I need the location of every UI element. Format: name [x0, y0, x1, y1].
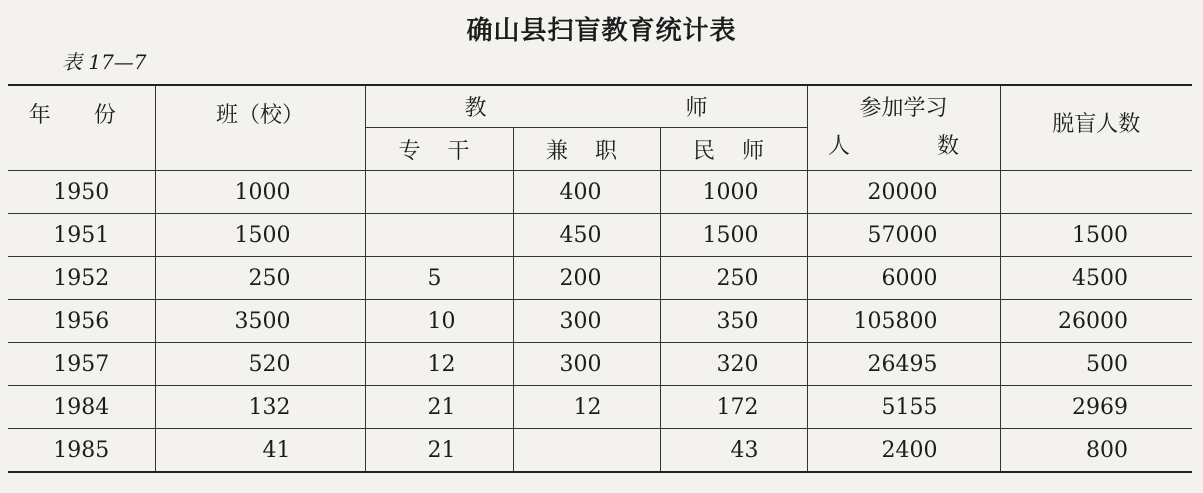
page-title: 确山县扫盲教育统计表 — [466, 16, 737, 46]
cell-civil-teacher: 43 — [660, 429, 807, 473]
cell-classes: 1000 — [155, 171, 365, 214]
header-literate — [1000, 85, 1192, 171]
table-row — [8, 171, 1192, 214]
header-classes-label: 班（校） — [215, 102, 304, 128]
statistics-table — [8, 84, 1192, 473]
cell-part-time: 300 — [513, 300, 660, 343]
table-row — [8, 257, 1192, 300]
cell-classes: 132 — [155, 386, 365, 429]
cell-year: 1984 — [8, 386, 155, 429]
cell-literate: 500 — [1000, 343, 1192, 386]
cell-literate — [1000, 171, 1192, 214]
header-teachers — [365, 85, 807, 128]
table-row — [8, 386, 1192, 429]
cell-participants: 2400 — [807, 429, 1000, 473]
cell-classes: 41 — [155, 429, 365, 473]
cell-classes: 3500 — [155, 300, 365, 343]
cell-classes: 1500 — [155, 214, 365, 257]
table-number: 表 17—7 — [62, 50, 147, 74]
cell-part-time: 400 — [513, 171, 660, 214]
header-classes — [155, 85, 365, 171]
cell-participants: 20000 — [807, 171, 1000, 214]
header-teachers-label: 教 师 — [464, 96, 804, 121]
header-participants — [807, 85, 1000, 171]
header-year — [8, 85, 155, 171]
cell-full-time — [365, 214, 513, 257]
cell-literate: 2969 — [1000, 386, 1192, 429]
header-participants-line2: 人 数 — [828, 134, 1000, 159]
cell-classes: 520 — [155, 343, 365, 386]
cell-year: 1951 — [8, 214, 155, 257]
cell-civil-teacher: 250 — [660, 257, 807, 300]
cell-year: 1957 — [8, 343, 155, 386]
cell-civil-teacher: 1500 — [660, 214, 807, 257]
cell-participants: 26495 — [807, 343, 1000, 386]
cell-civil-teacher: 172 — [660, 386, 807, 429]
table-row — [8, 429, 1192, 473]
header-full-time — [365, 128, 513, 171]
cell-participants: 5155 — [807, 386, 1000, 429]
cell-year: 1952 — [8, 257, 155, 300]
cell-participants: 105800 — [807, 300, 1000, 343]
cell-full-time: 10 — [365, 300, 513, 343]
cell-year: 1950 — [8, 171, 155, 214]
cell-part-time: 450 — [513, 214, 660, 257]
cell-part-time: 200 — [513, 257, 660, 300]
header-year-label: 年 份 — [28, 102, 134, 128]
header-participants-line1: 参加学习 — [859, 96, 948, 121]
table-row — [8, 343, 1192, 386]
cell-part-time: 300 — [513, 343, 660, 386]
cell-part-time: 12 — [513, 386, 660, 429]
header-part-time-label: 兼 职 — [546, 138, 627, 164]
table-row — [8, 214, 1192, 257]
cell-civil-teacher: 1000 — [660, 171, 807, 214]
cell-literate: 4500 — [1000, 257, 1192, 300]
cell-year: 1985 — [8, 429, 155, 473]
cell-part-time — [513, 429, 660, 473]
cell-civil-teacher: 320 — [660, 343, 807, 386]
cell-full-time: 5 — [365, 257, 513, 300]
header-civil-teacher-label: 民 师 — [693, 138, 774, 164]
cell-full-time: 21 — [365, 386, 513, 429]
cell-classes: 250 — [155, 257, 365, 300]
cell-participants: 6000 — [807, 257, 1000, 300]
cell-year: 1956 — [8, 300, 155, 343]
header-part-time — [513, 128, 660, 171]
header-literate-label: 脱盲人数 — [1052, 111, 1141, 137]
cell-full-time — [365, 171, 513, 214]
table-row — [8, 300, 1192, 343]
cell-civil-teacher: 350 — [660, 300, 807, 343]
cell-literate: 800 — [1000, 429, 1192, 473]
header-full-time-label: 专 干 — [398, 138, 480, 164]
header-civil-teacher — [660, 128, 807, 171]
cell-literate: 1500 — [1000, 214, 1192, 257]
cell-full-time: 12 — [365, 343, 513, 386]
cell-participants: 57000 — [807, 214, 1000, 257]
cell-literate: 26000 — [1000, 300, 1192, 343]
cell-full-time: 21 — [365, 429, 513, 473]
